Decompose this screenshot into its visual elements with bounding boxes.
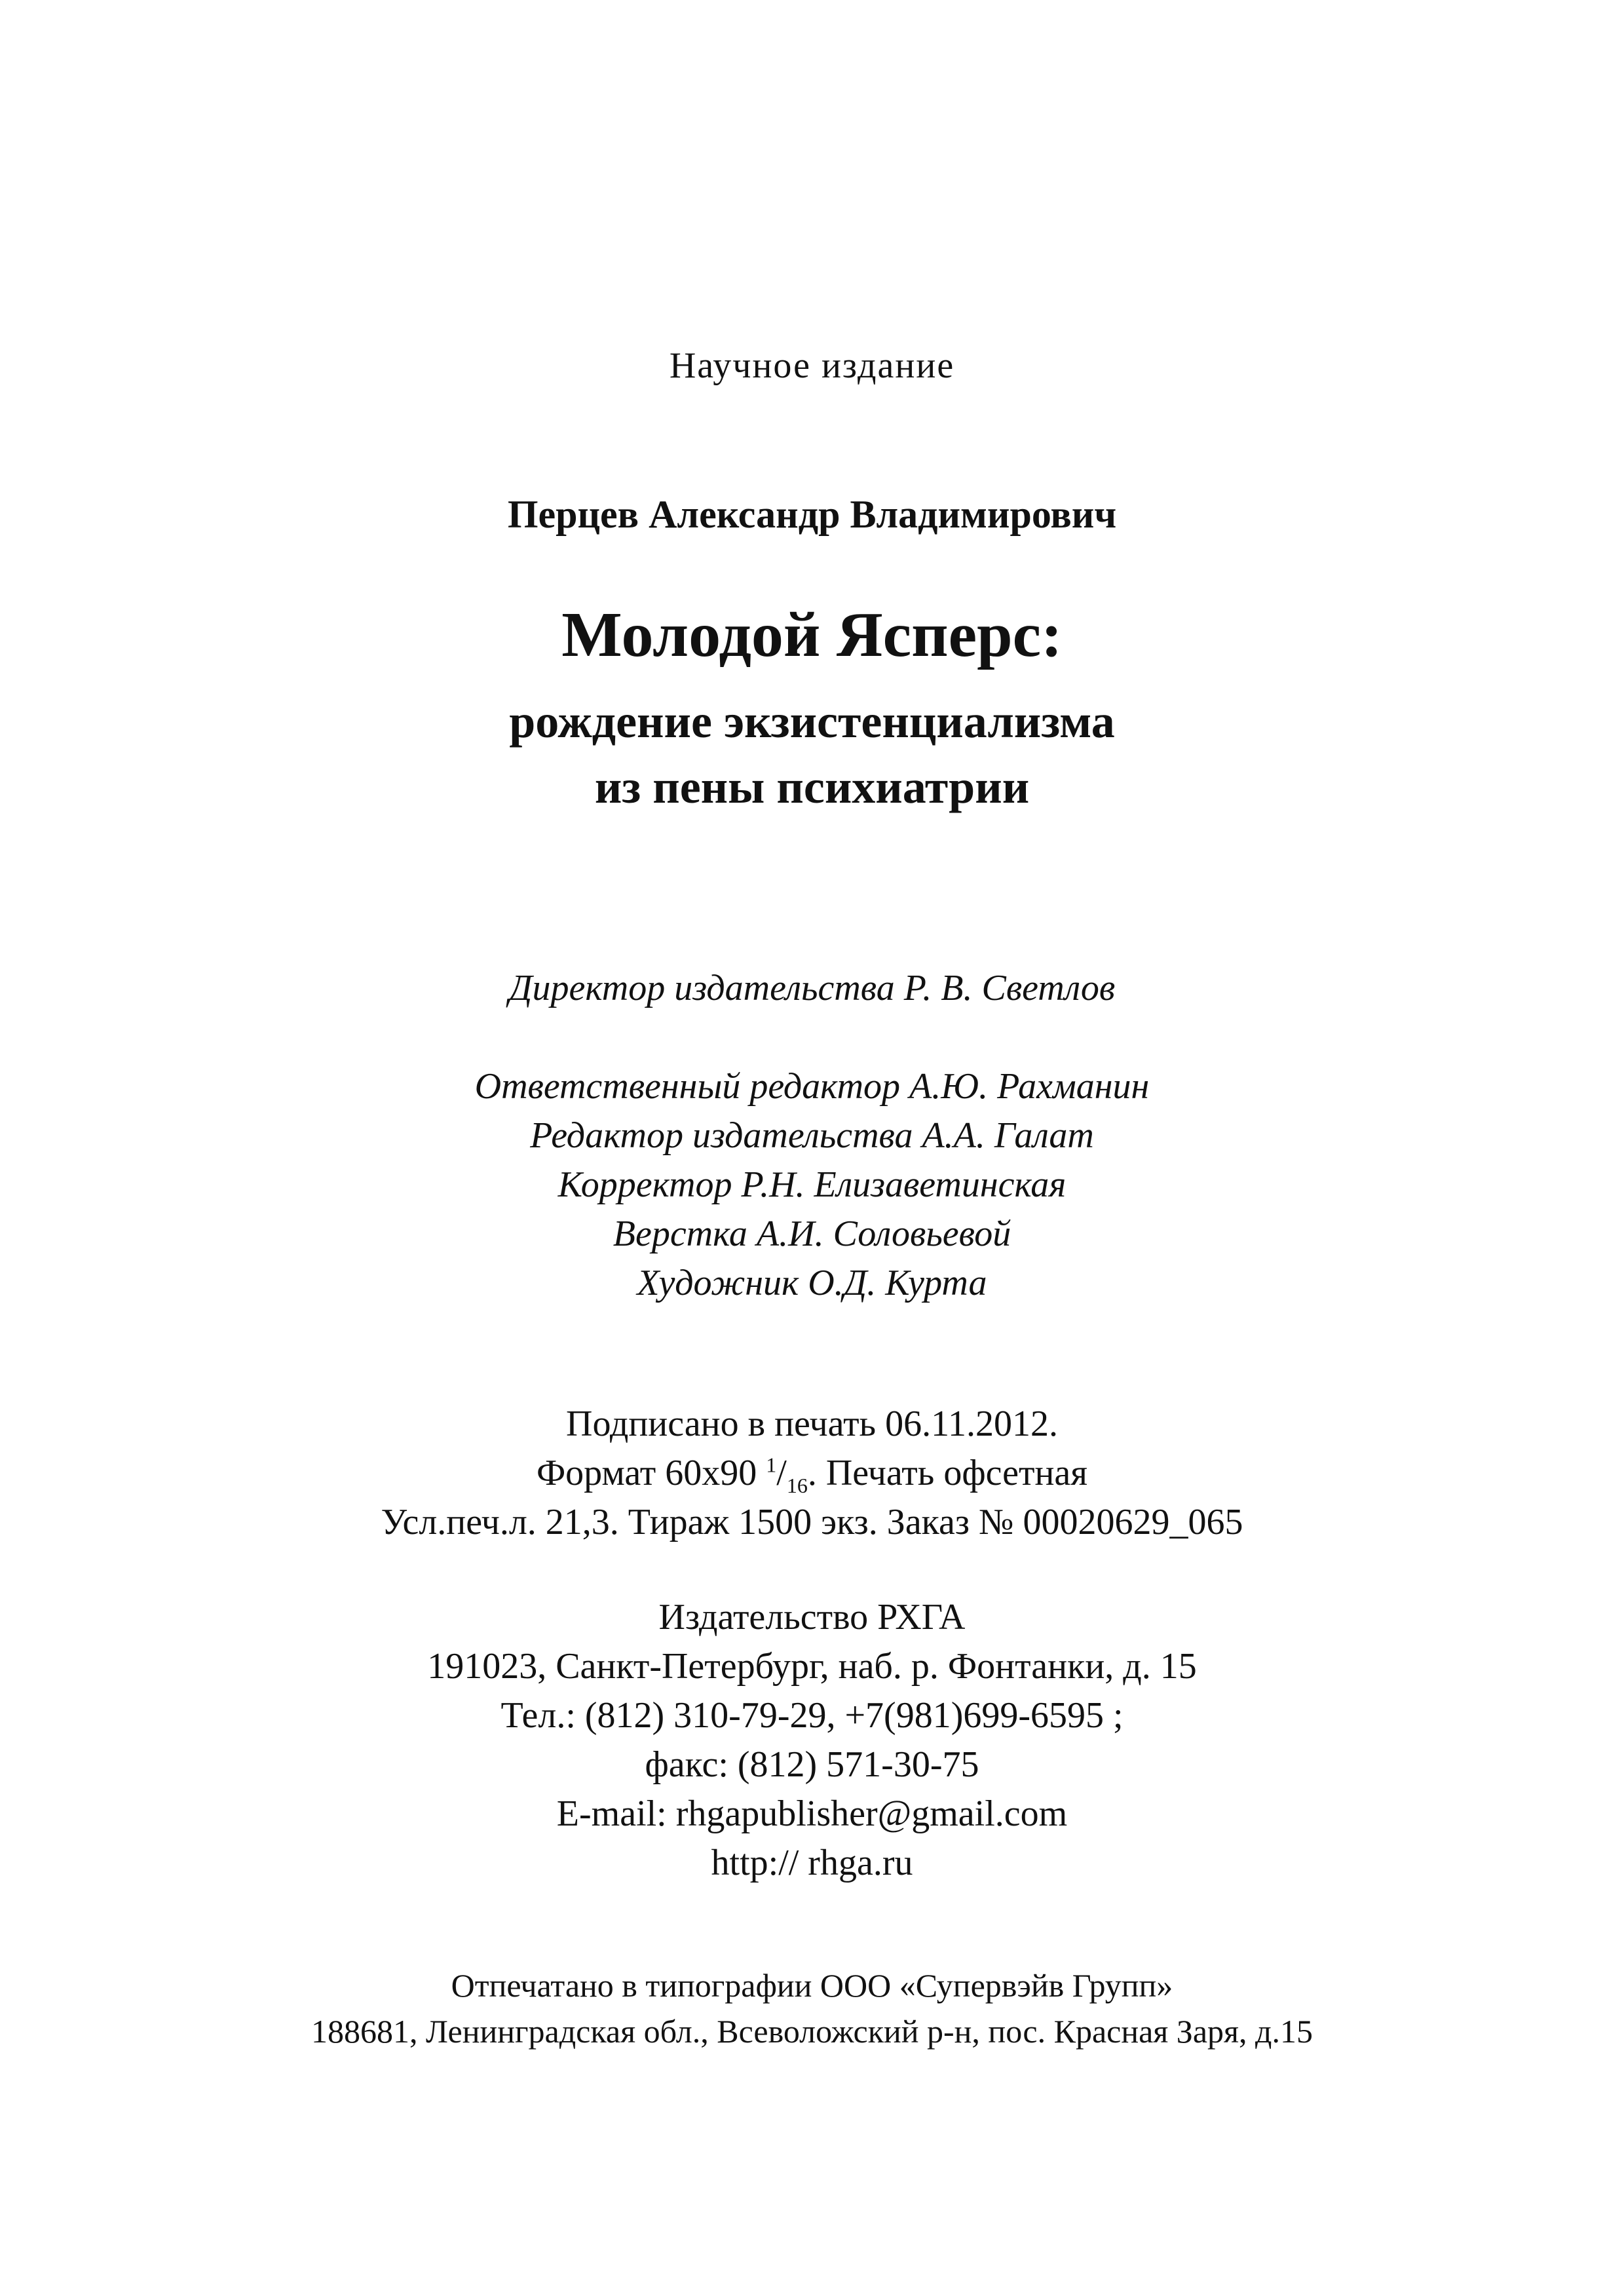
book-subtitle-line-2: из пены психиатрии	[594, 761, 1030, 813]
publisher-email: E-mail: rhgapublisher@gmail.com	[556, 1793, 1068, 1834]
format-denominator: 16	[786, 1474, 808, 1498]
credit-house-editor: Редактор издательства А.А. Галат	[530, 1115, 1094, 1156]
publisher-address: 191023, Санкт-Петербург, наб. р. Фонтанки, д. 15	[427, 1646, 1197, 1687]
book-subtitle-line-1: рождение экзистенциализма	[509, 695, 1115, 748]
series-label: Научное издание	[669, 345, 955, 386]
printer-address: 188681, Ленинградская обл., Всеволожский р-н, пос. Красная Заря, д.15	[311, 2013, 1313, 2050]
format-slash: /	[776, 1453, 787, 1493]
book-title: Молодой Ясперс:	[561, 600, 1063, 670]
format-prefix: Формат 60х90	[536, 1453, 766, 1493]
publisher-website: http:// rhga.ru	[711, 1843, 913, 1883]
credit-editor-in-charge: Ответственный редактор А.Ю. Рахманин	[474, 1066, 1150, 1107]
format-numerator: 1	[766, 1453, 777, 1477]
author-name: Перцев Александр Владимирович	[507, 493, 1117, 536]
publisher-phone: Тел.: (812) 310-79-29, +7(981)699-6595 ;	[500, 1695, 1124, 1736]
publishing-director: Директор издательства Р. В. Светлов	[508, 968, 1116, 1008]
publisher-fax: факс: (812) 571-30-75	[645, 1744, 979, 1785]
printer-name: Отпечатано в типографии ООО «Супервэйв Групп»	[451, 1967, 1173, 2004]
credit-layout: Верстка А.И. Соловьевой	[613, 1214, 1011, 1254]
credit-proofreader: Корректор Р.Н. Елизаветинская	[557, 1164, 1067, 1205]
format-suffix: . Печать офсетная	[807, 1453, 1088, 1493]
signed-to-print: Подписано в печать 06.11.2012.	[566, 1404, 1058, 1444]
publisher-name: Издательство РХГА	[658, 1597, 966, 1637]
print-format	[0, 1453, 1624, 1498]
print-run-details: Усл.печ.л. 21,3. Тираж 1500 экз. Заказ № 00020629_065	[381, 1502, 1243, 1542]
credit-artist: Художник О.Д. Курта	[637, 1263, 987, 1303]
